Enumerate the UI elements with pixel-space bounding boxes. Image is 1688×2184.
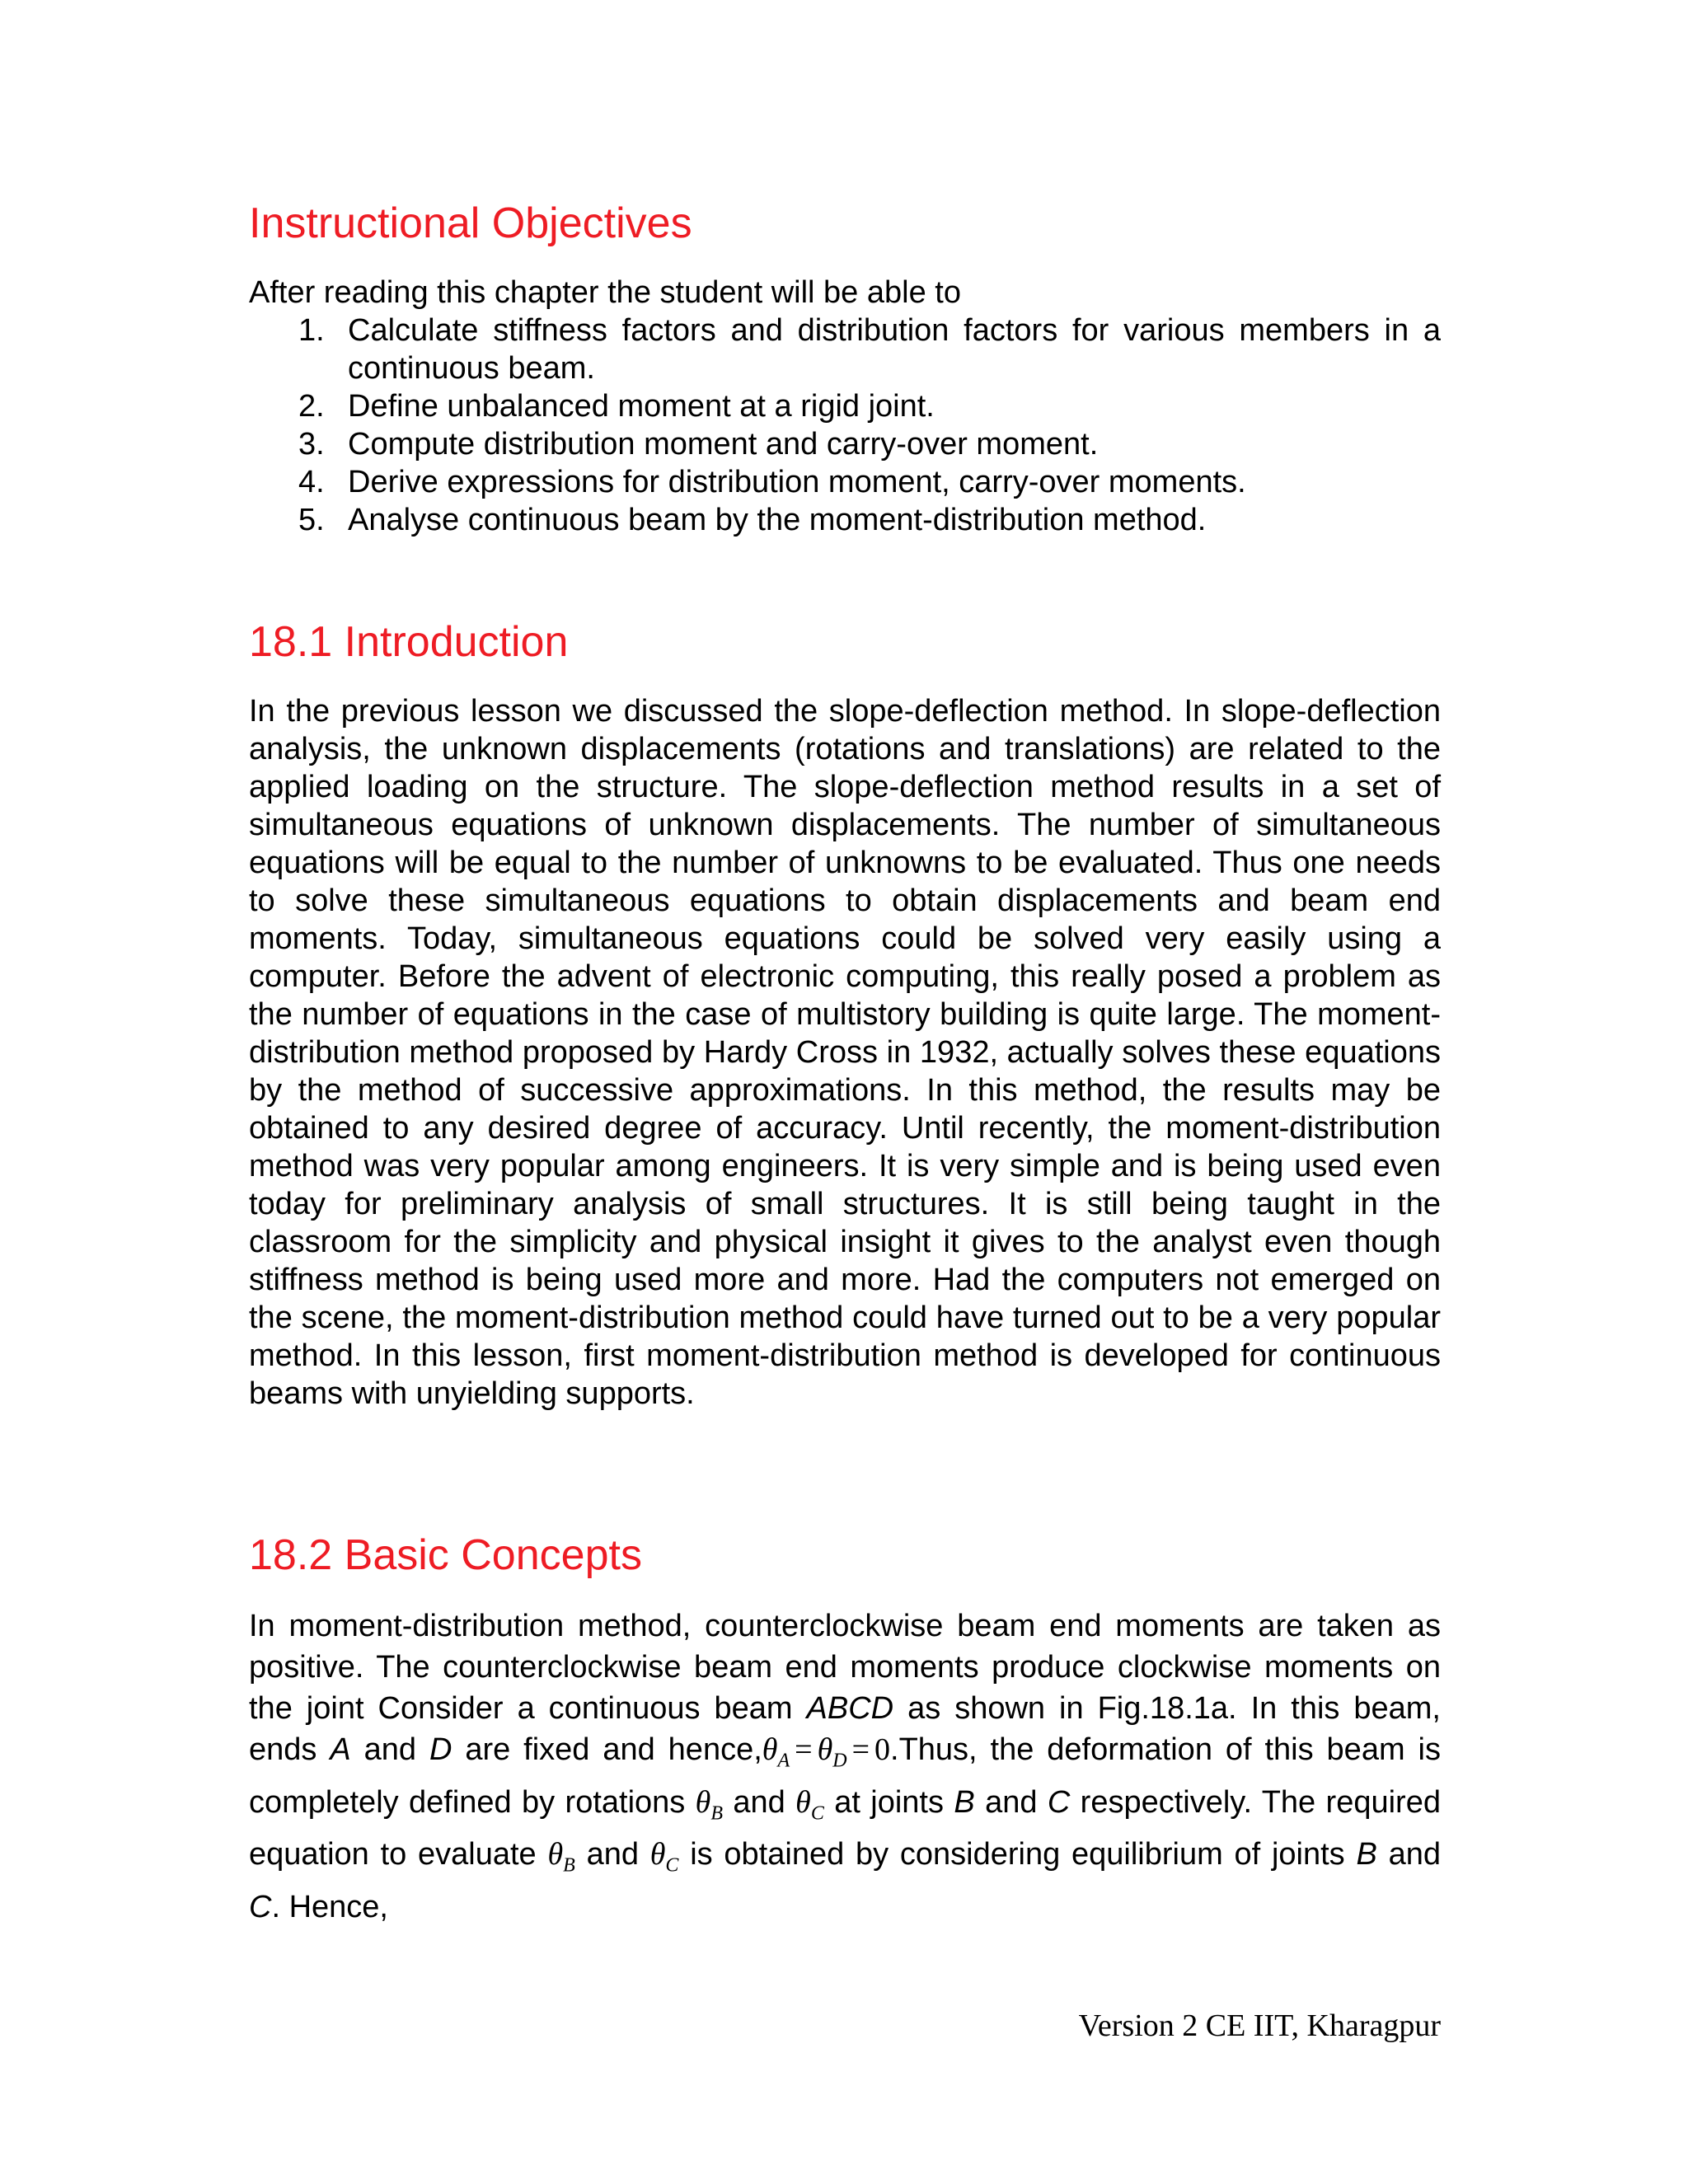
text-run: and (723, 1784, 796, 1820)
objective-item (249, 425, 1441, 463)
objective-number: 2. (298, 389, 325, 424)
equals-sign: = (851, 1732, 870, 1767)
subscript: C (810, 1802, 824, 1825)
end-label: D (429, 1732, 452, 1767)
theta-b-symbol (547, 1837, 575, 1877)
text-run: . Hence, (271, 1889, 388, 1924)
subscript: A (777, 1750, 790, 1772)
objective-item (249, 387, 1441, 425)
objective-number: 4. (298, 465, 325, 499)
objective-item (249, 501, 1441, 539)
text-run: .Thus, the deformation of this beam is completely defined by rotations (249, 1732, 1441, 1820)
objective-item (249, 463, 1441, 501)
joint-label: C (1047, 1784, 1071, 1820)
objective-text: Analyse continuous beam by the moment-distribution method. (348, 503, 1207, 537)
text-run: and (574, 1837, 650, 1872)
introduction-heading: 18.1 Introduction (249, 618, 569, 666)
text-run: and (974, 1784, 1048, 1820)
text-run: In moment-distribution method, counterclockwise beam end moments are taken as positive. The counterclockwise beam end moments produce clockwise moments on the joint Consider a continuous beam (249, 1609, 1441, 1726)
subscript: D (832, 1750, 847, 1772)
theta-symbol: θ (695, 1784, 711, 1820)
objective-text: Calculate stiffness factors and distribution factors for various members in a continuous beam. (348, 313, 1441, 386)
joint-label: B (954, 1784, 975, 1820)
theta-c-symbol (649, 1837, 679, 1877)
page-footer: Version 2 CE IIT, Kharagpur (1078, 2008, 1441, 2043)
text-run: as shown in Fig.18.1a. In this beam, ends (249, 1691, 1441, 1767)
fixed-end-equation (762, 1732, 891, 1772)
theta-symbol: θ (762, 1732, 778, 1767)
joint-label: B (1356, 1837, 1377, 1872)
text-run: and (350, 1732, 429, 1767)
text-run: is obtained by considering equilibrium of joints (678, 1837, 1357, 1872)
theta-symbol: θ (817, 1732, 833, 1767)
text-run: are fixed and hence, (452, 1732, 762, 1767)
objective-item (249, 312, 1441, 387)
objective-text: Derive expressions for distribution moment, carry-over moments. (348, 465, 1246, 499)
text-run: and (1376, 1837, 1441, 1872)
theta-b-symbol (695, 1784, 723, 1825)
theta-c-symbol (795, 1784, 824, 1825)
objectives-heading: Instructional Objectives (249, 199, 692, 247)
basic-concepts-heading: 18.2 Basic Concepts (249, 1531, 642, 1579)
objective-number: 1. (298, 313, 325, 348)
subscript: B (710, 1802, 723, 1825)
subscript: C (665, 1854, 679, 1877)
theta-symbol: θ (649, 1837, 666, 1872)
text-run: respectively. The required equation to evaluate (249, 1784, 1441, 1872)
theta-symbol: θ (795, 1784, 811, 1820)
objective-number: 5. (298, 503, 325, 537)
subscript: B (563, 1854, 575, 1877)
introduction-paragraph: In the previous lesson we discussed the slope-deflection method. In slope-deflection analysis, the unknown displacements (rotations and translations) are related to the applied loading on the structure. The slope-deflection method results in a set of simultaneous equations of unknown displacements. The number of simultaneous equations will be equal to the number of unknowns to be evaluated. Thus one needs to solve these simultaneous equations to obtain displacements and beam end moments. Today, simultaneous equations could be solved very easily using a computer. Before the advent of electronic computing, this really posed a problem as the number of equations in the case of multistory building is quite large. The moment-distribution method proposed by Hardy Cross in 1932, actually solves these equations by the method of successive approximations. In this method, the results may be obtained to any desired degree of accuracy. Until recently, the moment-distribution method was very popular among engineers. It is very simple and is being used even today for preliminary analysis of small structures. It is still being taught in the classroom for the simplicity and physical insight it gives to the analyst even though stiffness method is being used more and more. Had the computers not emerged on the scene, the moment-distribution method could have turned out to be a very popular method. In this lesson, first moment-distribution method is developed for continuous beams with unyielding supports. (249, 694, 1441, 1411)
objective-number: 3. (298, 427, 325, 462)
theta-symbol: θ (547, 1837, 564, 1872)
beam-label: ABCD (806, 1691, 894, 1726)
end-label: A (330, 1732, 351, 1767)
objective-text: Define unbalanced moment at a rigid joint. (348, 389, 935, 424)
objective-text: Compute distribution moment and carry-over moment. (348, 427, 1099, 462)
text-run: at joints (823, 1784, 954, 1820)
objectives-list (249, 312, 1441, 539)
basic-concepts-paragraph (249, 1605, 1441, 1928)
equals-sign: = (795, 1732, 813, 1767)
zero-value: 0 (874, 1732, 891, 1767)
objectives-intro: After reading this chapter the student will be able to (249, 275, 961, 310)
joint-label: C (249, 1889, 272, 1924)
